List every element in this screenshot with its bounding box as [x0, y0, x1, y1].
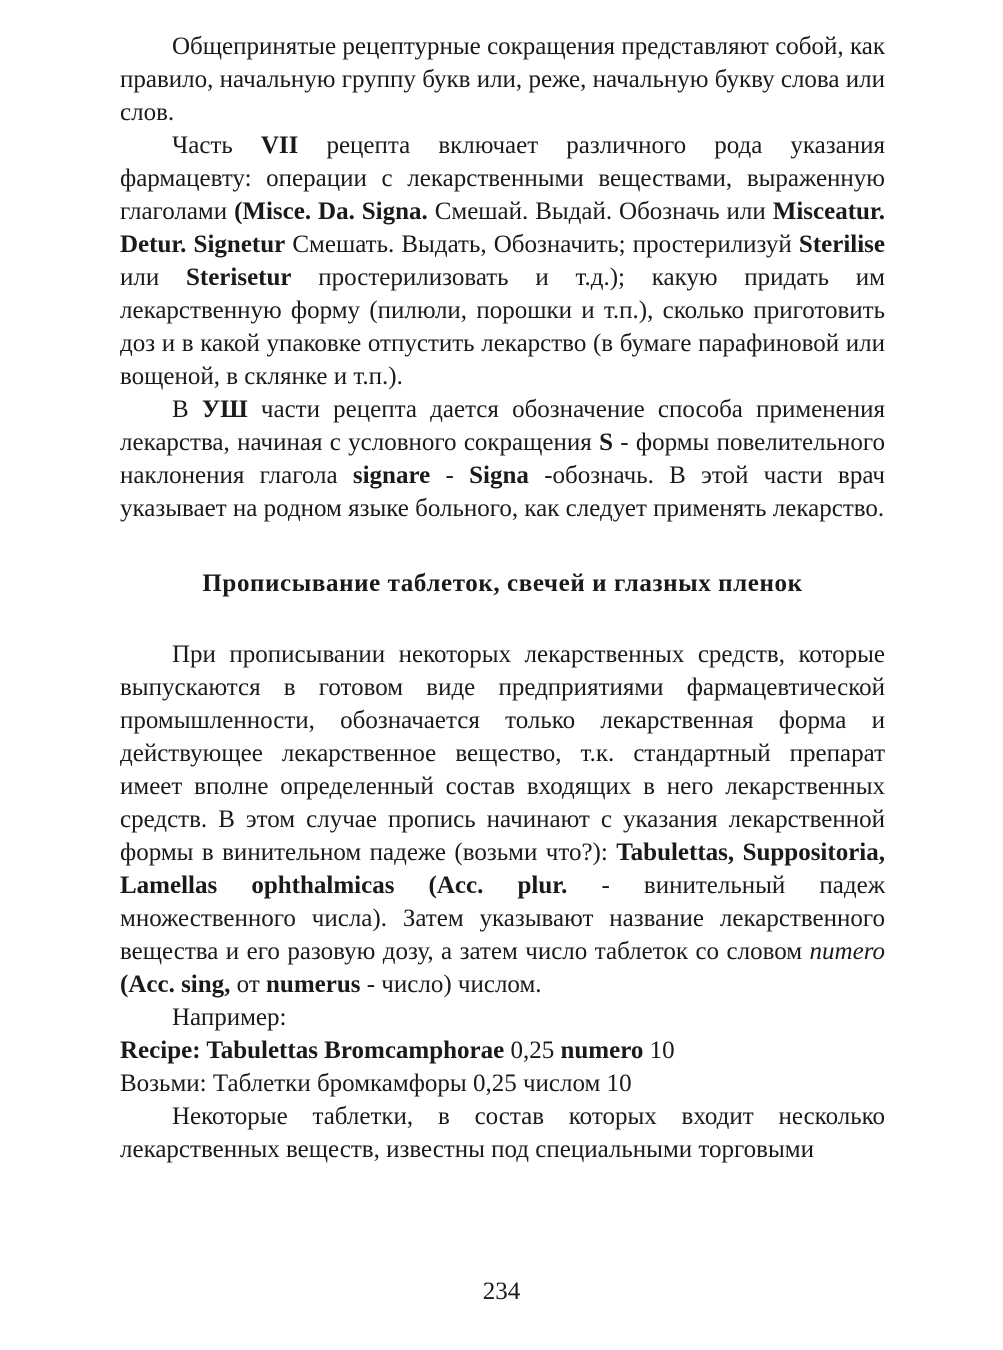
- text-run: Signa: [469, 462, 529, 489]
- text-run: 10: [643, 1037, 675, 1064]
- text-run: numero: [560, 1037, 644, 1064]
- text-run: При прописывании некоторых лекарственных средств, которые выпускаются в готовом виде предприятиями фармацевтической промышленности, обозначается только лекарственная форма и действующее лекарственное вещество, т.к. стандартный препарат имеет вполне определенный состав входящих в него лекарственных средств. В этом случае пропись начинают с указания лекарственной формы в винительном падеже (возьми что?):: [120, 641, 885, 866]
- text-run: В: [172, 396, 202, 423]
- text-run: Recipe: Tabulettas Bromcamphorae: [120, 1037, 505, 1064]
- text-run: простерилизовать и т.д.); какую придать им лекарственную форму (пилюли, порошки и т.п.), сколько приготовить доз и в какой упаковке отпустить лекарство (в бумаге парафиновой или вощеной, в склянке и т.п.).: [120, 264, 885, 390]
- text-run: - число) числом.: [360, 971, 542, 998]
- text-run: -обозначь. В этой части врач указывает на родном языке больного, как следует применять лекарство.: [120, 462, 885, 522]
- text-run: -: [430, 462, 470, 489]
- text-run: 0,25: [504, 1037, 561, 1064]
- text-block-tablets: [120, 638, 885, 1166]
- text-run: (Acc. sing,: [120, 971, 231, 998]
- paragraph-p7: [120, 1067, 885, 1100]
- text-run: рецепта включает различного рода указания фармацевту: операции с лекарственными веществами, выраженную глаголами: [120, 132, 885, 225]
- text-run: Часть: [172, 132, 261, 159]
- text-run: VII: [260, 132, 299, 159]
- text-run: Возьми: Таблетки бромкамфоры 0,25 числом 10: [120, 1070, 632, 1097]
- paragraph-p2: [120, 129, 885, 393]
- text-run: numero: [809, 938, 885, 965]
- text-run: S: [599, 429, 613, 456]
- paragraph-p6: [120, 1034, 885, 1067]
- text-run: Общепринятые рецептурные сокращения представляют собой, как правило, начальную группу букв или, реже, начальную букву слова или слов.: [120, 33, 885, 126]
- text-run: Смешать. Выдать, Обозначить; простерилизуй: [285, 231, 799, 258]
- paragraph-p3: [120, 393, 885, 525]
- text-run: Некоторые таблетки, в состав которых входит несколько лекарственных веществ, известны под специальными торговыми: [120, 1103, 885, 1163]
- text-run: или: [120, 264, 186, 291]
- page-number: 234: [482, 1278, 521, 1305]
- text-run: - формы повелительного наклонения глагола: [120, 429, 885, 489]
- paragraph-p8: [120, 1100, 885, 1166]
- text-run: Смешай. Выдай. Обозначь или: [427, 198, 773, 225]
- text-run: от: [230, 971, 267, 998]
- text-run: Misceatur. Detur. Signetur: [120, 198, 885, 258]
- text-block-recipe-parts: [120, 30, 885, 525]
- paragraph-p4: [120, 638, 885, 1001]
- paragraph-p1: [120, 30, 885, 129]
- section-heading: Прописывание таблеток, свечей и глазных пленок: [202, 570, 803, 597]
- text-run: Sterisetur: [185, 264, 292, 291]
- text-run: УШ: [201, 396, 248, 423]
- page-body: [120, 30, 885, 1166]
- text-run: Sterilise: [798, 231, 886, 258]
- text-run: Например:: [172, 1004, 287, 1031]
- paragraph-p5: [120, 1001, 885, 1034]
- text-run: numerus: [266, 971, 361, 998]
- text-run: Tabulettas, Suppositoria, Lamellas ophthalmicas (Acc. plur.: [120, 839, 885, 899]
- text-run: - винительный падеж множественного числа). Затем указывают название лекарственного вещества и его разовую дозу, а затем число таблеток со словом: [120, 872, 885, 965]
- text-run: (Misce. Da. Signa.: [234, 198, 428, 225]
- text-run: части рецепта дается обозначение способа применения лекарства, начиная с условного сокращения: [120, 396, 886, 456]
- text-run: signare: [352, 462, 431, 489]
